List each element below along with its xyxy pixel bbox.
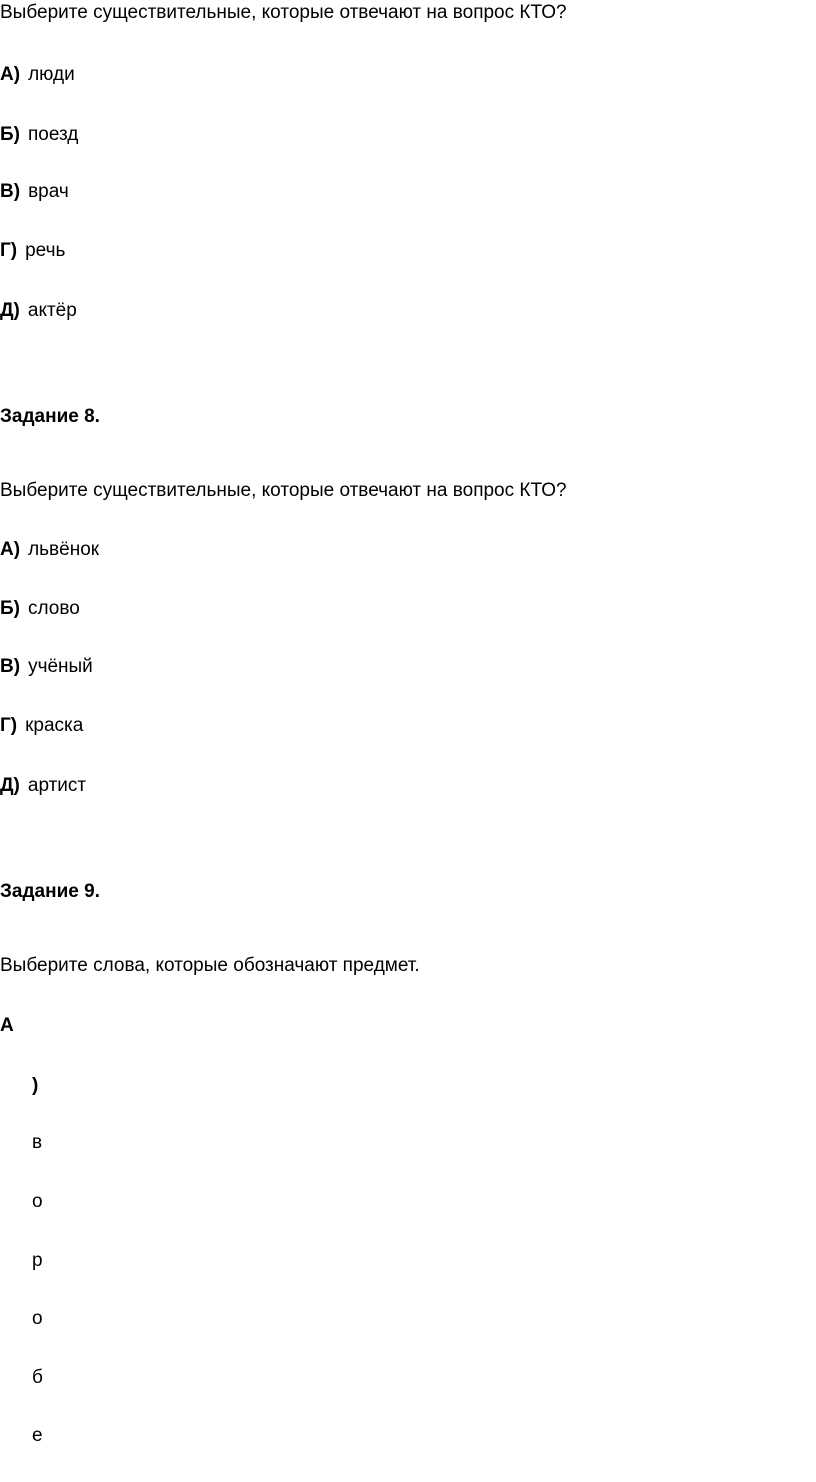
option-word: люди	[28, 64, 75, 85]
option-word: учёный	[28, 656, 93, 677]
option-letter: А)	[0, 539, 21, 560]
task7-option-e	[0, 299, 77, 323]
option-word: краска	[25, 715, 84, 736]
option-letter: Д)	[0, 775, 20, 796]
option-word: речь	[25, 240, 66, 261]
option-letter: Д)	[0, 300, 20, 321]
task7-option-c	[0, 180, 69, 204]
task7-question: Выберите существительные, которые отвечают на вопрос КТО?	[0, 2, 567, 23]
option-letter: Б)	[0, 598, 20, 619]
task9-option-paren: )	[32, 1075, 39, 1096]
option-letter: А)	[0, 64, 21, 85]
option-word: актёр	[27, 300, 77, 321]
task8-option-b	[0, 597, 80, 621]
task8-title: Задание 8.	[0, 406, 100, 427]
task9-question: Выберите слова, которые обозначают предмет.	[0, 955, 420, 976]
task7-option-a	[0, 63, 75, 87]
task8-option-d	[0, 714, 83, 738]
vertical-char: о	[32, 1191, 43, 1212]
task7-option-b	[0, 123, 78, 147]
vertical-char: б	[32, 1367, 43, 1388]
task8-option-c	[0, 655, 93, 679]
option-word: слово	[27, 598, 80, 619]
task9-option-letter: А	[0, 1015, 14, 1036]
option-letter: Г)	[0, 715, 18, 736]
vertical-char: о	[32, 1308, 43, 1329]
vertical-char: в	[32, 1132, 43, 1153]
task7-option-d	[0, 239, 65, 263]
option-word: поезд	[27, 124, 79, 145]
task8-option-e	[0, 774, 86, 798]
vertical-char: р	[32, 1250, 43, 1271]
option-word: артист	[27, 775, 87, 796]
task8-option-a	[0, 538, 99, 562]
option-letter: В)	[0, 181, 21, 202]
option-letter: В)	[0, 656, 21, 677]
option-letter: Г)	[0, 240, 18, 261]
option-word: врач	[28, 181, 69, 202]
option-letter: Б)	[0, 124, 20, 145]
vertical-char: е	[32, 1425, 43, 1446]
task9-title: Задание 9.	[0, 881, 100, 902]
option-word: львёнок	[28, 539, 100, 560]
task8-question: Выберите существительные, которые отвечают на вопрос КТО?	[0, 480, 567, 501]
